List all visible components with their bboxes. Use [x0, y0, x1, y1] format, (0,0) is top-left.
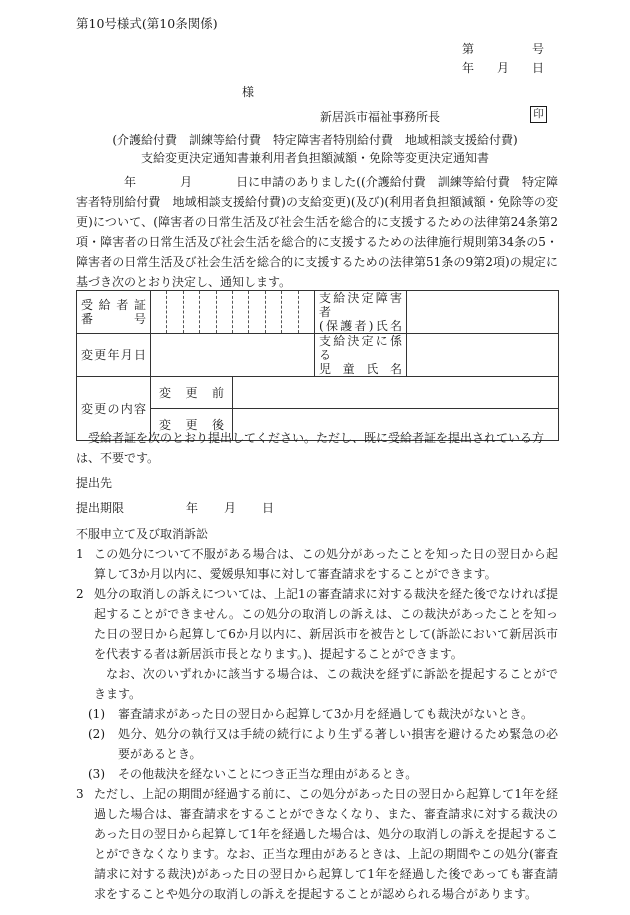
number-label: 第 — [462, 42, 475, 56]
sub-2-number: (2) — [88, 727, 105, 741]
decided-person-field[interactable] — [407, 291, 559, 334]
before-field[interactable] — [233, 377, 559, 409]
title-line-1: (介護給付費 訓練等給付費 特定障害者特別給付費 地域相談支援給付費) — [112, 133, 518, 147]
sub-3-text: その他裁決を経ないことにつき正当な理由があるとき。 — [118, 767, 418, 781]
title-line-2: 支給変更決定通知書兼利用者負担額減額・免除等変更決定通知書 — [140, 151, 489, 165]
change-content-label: 変更の内容 — [77, 377, 151, 441]
decided-person-label: 支給決定障害者 (保護者)氏名 — [315, 291, 407, 334]
issue-date — [462, 59, 544, 78]
document-number — [462, 40, 544, 59]
seal-stamp: 印 — [530, 106, 547, 123]
child-name-label: 支給決定に係る 児童氏名 — [315, 334, 407, 377]
body-month: 月 — [180, 175, 193, 189]
submit-month: 月 — [224, 501, 237, 515]
recipient-suffix: 様 — [242, 85, 255, 99]
body-paragraph — [76, 172, 558, 292]
item-2-text: 処分の取消しの訴えについては、上記1の審査請求に対する裁決を経た後でなければ提起することができません。この処分の取消しの訴えは、この裁決があったことを知った日の翌日から起算して6か月以内に、新居浜市を被告として(訴訟において新居浜市を代表する者は新居浜市長となります。)、提起することができます。 — [94, 587, 558, 661]
number-suffix: 号 — [531, 42, 544, 56]
cert-number-digits — [151, 291, 314, 333]
sub-1-text: 審査請求があった日の翌日から起算して3か月を経過しても裁決がないとき。 — [118, 707, 534, 721]
item-3-number: 3 — [76, 787, 84, 801]
submit-deadline — [76, 498, 558, 518]
form-number: 第10号様式(第10条関係) — [76, 16, 218, 31]
before-label: 変更前 — [151, 377, 233, 409]
decision-table — [76, 290, 559, 441]
item-1-text: この処分について不服がある場合は、この処分があったことを知った日の翌日から起算して3か月以内に、愛媛県知事に対して審査請求をすることができます。 — [94, 547, 558, 581]
child-name-field[interactable] — [407, 334, 559, 377]
sub-1-number: (1) — [88, 707, 105, 721]
change-date-label: 変更年月日 — [77, 334, 151, 377]
submit-year: 年 — [186, 501, 199, 515]
sender-name: 新居浜市福祉事務所長 — [320, 110, 441, 124]
submit-deadline-label: 提出期限 — [76, 501, 125, 515]
submit-to-label: 提出先 — [76, 476, 113, 490]
cert-number-field[interactable] — [151, 291, 315, 334]
issue-year: 年 — [462, 61, 475, 75]
cert-number-label: 受給者証 番号 — [77, 291, 151, 334]
body-text: 日に申請のありました((介護給付費 訓練等給付費 特定障害者特別給付費 地域相談支援給付費)の支給変更)(及び)(利用者負担額減額・免除等の変更)について、(障害者の日常生活及び社会生活を総合的に支援するための法律第24条第2項・障害者の日常生活及び社会生活を総合的に支援するための法律施行規則第34条の5・障害者の日常生活及び社会生活を総合的に支援するための法律第51条の9第2項)の規定に基づき次のとおり決定し、通知します。 — [76, 175, 558, 289]
submit-day: 日 — [262, 501, 275, 515]
issue-day: 日 — [531, 61, 544, 75]
cert-notice: 受給者証を次のとおり提出してください。ただし、既に受給者証を提出されている方は、不要です。 — [76, 431, 545, 465]
issue-month: 月 — [496, 61, 509, 75]
appeal-heading: 不服申立て及び取消訴訟 — [76, 527, 209, 541]
appeal-note: なお、次のいずれかに該当する場合は、この裁決を経ずに訴訟を提起することができます。 — [94, 667, 558, 701]
item-3-text: ただし、上記の期間が経過する前に、この処分があった日の翌日から起算して1年を経過した場合は、審査請求をすることができなくなり、また、審査請求に対する裁決のあった日の翌日から起算して1年を経過した場合は、処分の取消しの訴えを提起することができなくなります。なお、正当な理由があるときは、上記の期間やこの処分(審査請求に対する裁決)があった日の翌日から起算して1年を経過した後であっても審査請求をすることや処分の取消しの訴えを提起することが認められる場合があります。 — [94, 787, 558, 901]
sub-3-number: (3) — [88, 767, 105, 781]
item-2-number: 2 — [76, 587, 84, 601]
after-label: 変更後 — [151, 409, 233, 441]
item-1-number: 1 — [76, 547, 84, 561]
body-year: 年 — [124, 175, 137, 189]
sub-2-text: 処分、処分の執行又は手続の続行により生ずる著しい損害を避けるため緊急の必要があるとき。 — [118, 727, 558, 761]
change-date-field[interactable] — [151, 334, 315, 377]
